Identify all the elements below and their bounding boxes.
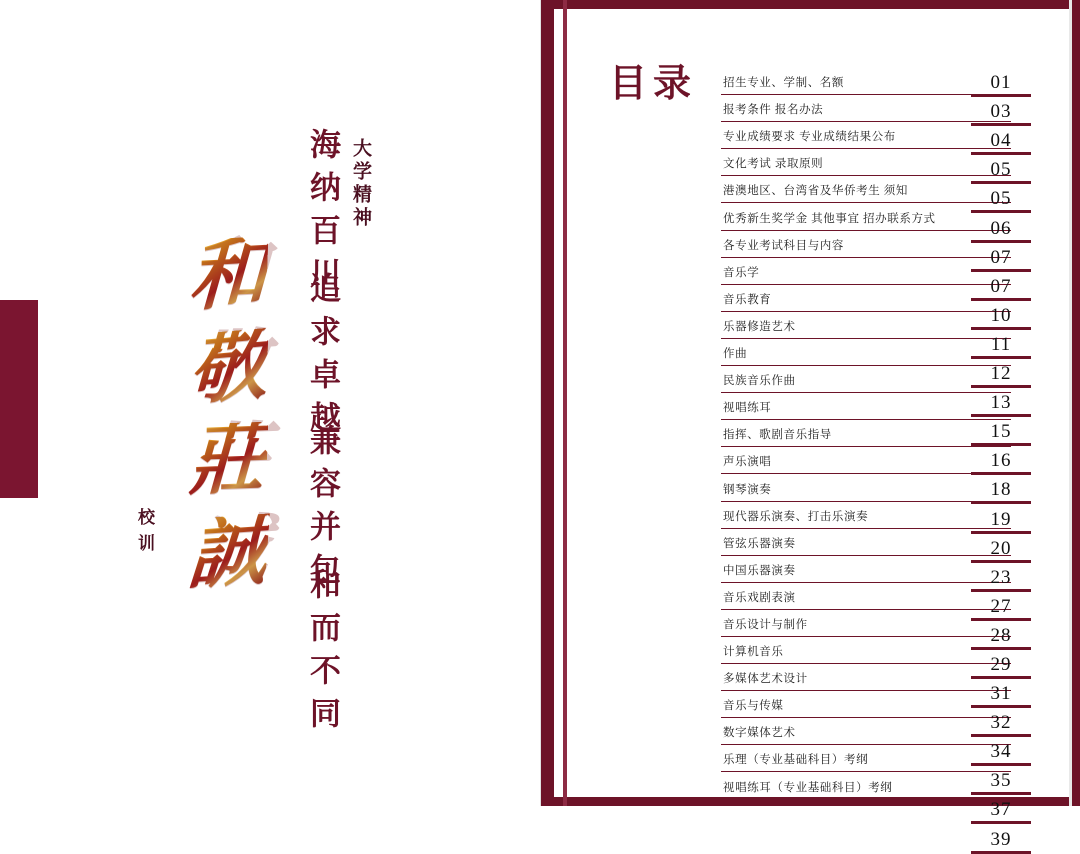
toc-page-row[interactable] xyxy=(971,155,1031,184)
university-spirit-label: 大学精神 xyxy=(350,138,371,230)
toc-entry-page-number: 16 xyxy=(990,450,1012,472)
toc-entry-page-number: 32 xyxy=(990,712,1012,734)
toc-row[interactable] xyxy=(721,637,1011,664)
toc-entry-page-number: 28 xyxy=(990,624,1012,646)
toc-entry-page-number: 05 xyxy=(990,188,1012,210)
toc-entry-label: 专业成绩要求 专业成绩结果公布 xyxy=(723,131,896,144)
toc-entry-label: 报考条件 报名办法 xyxy=(723,104,824,117)
toc-page-row[interactable] xyxy=(971,534,1031,563)
toc-entry-label: 民族音乐作曲 xyxy=(723,375,796,388)
toc-entry-page-number: 07 xyxy=(990,275,1012,297)
toc-page-row[interactable] xyxy=(971,126,1031,155)
toc-row[interactable] xyxy=(721,339,1011,366)
school-motto-label: 校训 xyxy=(135,508,154,560)
toc-entry-label: 文化考试 录取原则 xyxy=(723,158,824,171)
toc-page-row[interactable] xyxy=(971,504,1031,533)
toc-entry-label: 招生专业、学制、名额 xyxy=(723,77,844,90)
toc-entry-label: 音乐教育 xyxy=(723,293,772,306)
toc-row[interactable] xyxy=(721,529,1011,556)
toc-row[interactable] xyxy=(721,122,1011,149)
toc-page-row[interactable] xyxy=(971,330,1031,359)
toc-entry-label: 钢琴演奏 xyxy=(723,483,772,496)
toc-entry-page-number: 15 xyxy=(990,421,1012,443)
toc-page-row[interactable] xyxy=(971,795,1031,824)
toc-row[interactable] xyxy=(721,95,1011,122)
toc-page-row[interactable] xyxy=(971,592,1031,621)
toc-entry-page-number: 27 xyxy=(990,595,1012,617)
toc-row[interactable] xyxy=(721,556,1011,583)
motto-line-1: 海纳百川 xyxy=(305,128,340,300)
toc-entry-label: 中国乐器演奏 xyxy=(723,564,796,577)
toc-entry-page-number: 23 xyxy=(990,566,1012,588)
toc-row[interactable] xyxy=(721,285,1011,312)
toc-page-row[interactable] xyxy=(971,679,1031,708)
toc-entry-label: 指挥、歌剧音乐指导 xyxy=(723,429,832,442)
toc-page-row[interactable] xyxy=(971,97,1031,126)
toc-page-row[interactable] xyxy=(971,359,1031,388)
toc-row[interactable] xyxy=(721,772,1011,799)
toc-entry-page-number: 12 xyxy=(990,363,1012,385)
motto-line-2: 追求卓越 xyxy=(305,272,340,444)
frame-left-band xyxy=(541,0,554,806)
toc-entry-page-number: 18 xyxy=(990,479,1012,501)
toc-entry-page-number: 37 xyxy=(990,799,1012,821)
motto-line-3: 兼容并包 xyxy=(305,424,340,596)
frame-top-band xyxy=(541,0,1080,9)
toc-entry-page-number: 39 xyxy=(990,828,1012,850)
toc-page-row[interactable] xyxy=(971,417,1031,446)
toc-entry-page-number: 19 xyxy=(990,508,1012,530)
left-page xyxy=(0,0,540,806)
toc-entry-label: 各专业考试科目与内容 xyxy=(723,239,844,252)
toc-entry-label: 视唱练耳（专业基础科目）考纲 xyxy=(723,781,893,794)
toc-row[interactable] xyxy=(721,691,1011,718)
page-title: 目录 xyxy=(609,63,698,105)
toc-row[interactable] xyxy=(721,447,1011,474)
left-accent-bar xyxy=(0,300,38,498)
toc-page-row[interactable] xyxy=(971,621,1031,650)
toc-row[interactable] xyxy=(721,420,1011,447)
toc-row[interactable] xyxy=(721,231,1011,258)
toc-entry-page-number: 01 xyxy=(990,72,1012,94)
toc-entry-label: 作曲 xyxy=(723,348,748,361)
toc-page-row[interactable] xyxy=(971,563,1031,592)
toc-entry-label: 计算机音乐 xyxy=(723,646,784,659)
toc-entry-page-number: 05 xyxy=(990,159,1012,181)
toc-entry-label: 音乐戏剧表演 xyxy=(723,591,796,604)
toc-page-column xyxy=(971,68,1031,854)
toc-page-row[interactable] xyxy=(971,708,1031,737)
toc-row[interactable] xyxy=(721,664,1011,691)
toc-entry-page-number: 35 xyxy=(990,770,1012,792)
frame-left-inner-line xyxy=(563,0,567,806)
calligraphy-motto xyxy=(168,229,288,599)
toc-row[interactable] xyxy=(721,583,1011,610)
motto-line-4: 和而不同 xyxy=(305,568,340,740)
toc-page-row[interactable] xyxy=(971,301,1031,330)
toc-row[interactable] xyxy=(721,363,1012,393)
toc-page-row[interactable] xyxy=(971,213,1031,242)
calligraphy-char-1: 和 xyxy=(187,229,269,320)
toc-page-row[interactable] xyxy=(971,243,1031,272)
toc-page-row[interactable] xyxy=(971,737,1031,766)
toc-page-row[interactable] xyxy=(971,824,1031,853)
toc-entry-label: 音乐与传媒 xyxy=(723,700,784,713)
toc-entry-page-number: 03 xyxy=(990,101,1012,123)
toc-row[interactable] xyxy=(721,312,1011,339)
right-page xyxy=(541,0,1080,850)
toc-page-row[interactable] xyxy=(971,184,1031,213)
toc-entry-label: 音乐设计与制作 xyxy=(723,618,808,631)
calligraphy-char-2: 敬 xyxy=(187,320,269,414)
toc-row[interactable] xyxy=(721,745,1011,772)
toc-row[interactable] xyxy=(721,258,1011,285)
frame-right-band xyxy=(1072,0,1080,806)
calligraphy-char-3: 莊 xyxy=(187,414,269,505)
toc-entry-label: 乐器修造艺术 xyxy=(723,320,796,333)
toc-row[interactable] xyxy=(721,203,1011,230)
toc-entry-page-number: 10 xyxy=(990,304,1012,326)
toc-entry-label: 优秀新生奖学金 其他事宜 招办联系方式 xyxy=(723,212,936,225)
toc-row[interactable] xyxy=(721,393,1011,420)
toc-row[interactable] xyxy=(721,149,1011,176)
toc-row[interactable] xyxy=(721,610,1011,637)
toc-page-row[interactable] xyxy=(971,388,1031,417)
toc-row[interactable] xyxy=(721,176,1011,203)
toc-row[interactable] xyxy=(721,474,1011,501)
toc-entry-label: 视唱练耳 xyxy=(723,402,772,415)
toc-entry-label: 港澳地区、台湾省及华侨考生 须知 xyxy=(723,185,908,198)
toc-entry-page-number: 04 xyxy=(990,130,1012,152)
toc-entry-label: 乐理（专业基础科目）考纲 xyxy=(723,754,869,767)
toc-entry-label: 多媒体艺术设计 xyxy=(723,673,808,686)
toc-entry-page-number: 34 xyxy=(990,741,1012,763)
toc-page-row[interactable] xyxy=(971,475,1031,504)
toc-row[interactable] xyxy=(721,68,1011,95)
toc-entry-label: 声乐演唱 xyxy=(723,456,772,469)
toc-page-row[interactable] xyxy=(971,766,1031,795)
toc-entry-page-number: 20 xyxy=(990,537,1012,559)
toc-entry-label: 管弦乐器演奏 xyxy=(723,537,796,550)
toc-page-row[interactable] xyxy=(971,68,1031,97)
toc-entry-label: 现代器乐演奏、打击乐演奏 xyxy=(723,510,869,523)
toc-entry-page-number: 06 xyxy=(990,217,1012,239)
toc-page-row[interactable] xyxy=(971,650,1031,679)
toc-row[interactable] xyxy=(721,502,1011,529)
toc-entry-page-number: 07 xyxy=(990,246,1012,268)
toc-label-column xyxy=(721,68,1011,800)
toc-entry-page-number: 13 xyxy=(990,392,1012,414)
toc-entry-page-number: 31 xyxy=(990,683,1012,705)
toc-entry-page-number: 29 xyxy=(990,653,1012,675)
toc-entry-page-number: 11 xyxy=(990,333,1012,355)
toc-row[interactable] xyxy=(721,718,1011,745)
toc-entry-label: 数字媒体艺术 xyxy=(723,727,796,740)
toc-page-row[interactable] xyxy=(971,446,1031,475)
toc-page-row[interactable] xyxy=(971,272,1031,301)
toc-entry-label: 音乐学 xyxy=(723,266,760,279)
calligraphy-char-4: 誠 xyxy=(185,506,271,599)
